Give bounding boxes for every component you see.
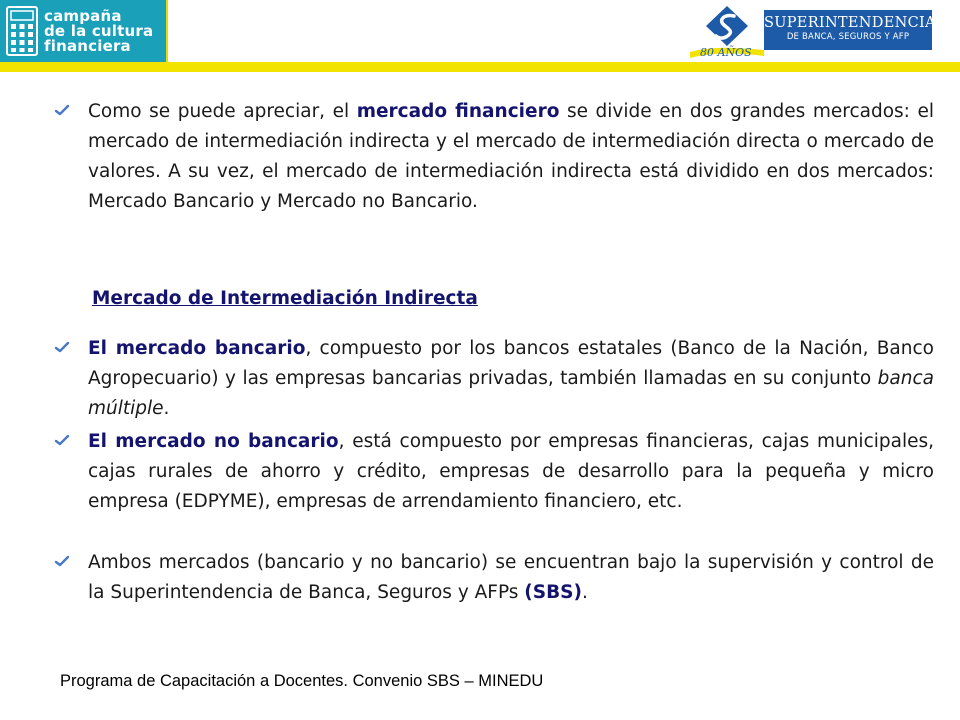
ambos-text-2: .	[581, 582, 588, 603]
sbs-emblem-icon	[684, 4, 770, 60]
bullet-check-icon	[54, 434, 70, 446]
campaign-title	[44, 6, 154, 55]
ambos-text-1: Ambos mercados (bancario y no bancario) se encuentran bajo la supervisión y control de la Superintendencia de Banca, Seguros y AFPs	[88, 552, 934, 603]
intro-paragraph	[88, 97, 934, 217]
sbs-wordmark	[764, 10, 936, 50]
ambos-paragraph	[88, 548, 934, 608]
bullet-check-icon	[54, 341, 70, 353]
campaign-logo	[0, 0, 166, 62]
no-bancario-text: , está compuesto por empresas financieras, cajas municipales, cajas rurales de ahorro y crédito, empresas de desarrollo para la pequeña y micro empresa (EDPYME), empresas de arrendamiento financiero, etc.	[88, 431, 934, 512]
campaign-title-line-1: campaña	[44, 6, 122, 25]
footer-text: Programa de Capacitación a Docentes. Convenio SBS – MINEDU	[60, 672, 544, 690]
no-bancario-paragraph	[88, 427, 934, 517]
intro-bold-term: mercado financiero	[356, 101, 560, 122]
bancario-bold-term: El mercado bancario	[88, 338, 306, 359]
section-title: Mercado de Intermediación Indirecta	[92, 288, 478, 309]
intro-text-2: se divide en dos grandes mercados: el mercado de intermediación indirecta y el mercado de intermediación directa o mercado de valores. A su vez, el mercado de intermediación indirecta está dividido en dos mercados: Mercado Bancario y Mercado no Bancario.	[88, 101, 934, 212]
bancario-text-2: .	[163, 398, 170, 419]
org-name: SUPERINTENDENCIA	[764, 15, 936, 31]
intro-text-1: Como se puede apreciar, el	[88, 101, 357, 122]
bancario-italic-term: banca múltiple	[88, 368, 934, 419]
org-subtitle: DE BANCA, SEGUROS Y AFP	[786, 32, 910, 42]
header-divider	[166, 0, 168, 64]
ambos-bold-term: (SBS)	[524, 582, 582, 603]
anniversary-label: 80 AÑOS	[700, 46, 752, 59]
header-yellow-bar	[0, 62, 960, 72]
no-bancario-bold-term: El mercado no bancario	[88, 431, 339, 452]
bullet-check-icon	[54, 555, 70, 567]
campaign-title-line-2: de la cultura	[44, 21, 154, 40]
slide-header	[0, 0, 960, 64]
calculator-icon	[6, 6, 38, 56]
campaign-title-line-3: financiera	[44, 36, 131, 55]
bancario-text-1: , compuesto por los bancos estatales (Banco de la Nación, Banco Agropecuario) y las empresas bancarias privadas, también llamadas en su conjunto	[88, 338, 934, 389]
bullet-check-icon	[54, 104, 70, 116]
bancario-paragraph	[88, 334, 934, 424]
